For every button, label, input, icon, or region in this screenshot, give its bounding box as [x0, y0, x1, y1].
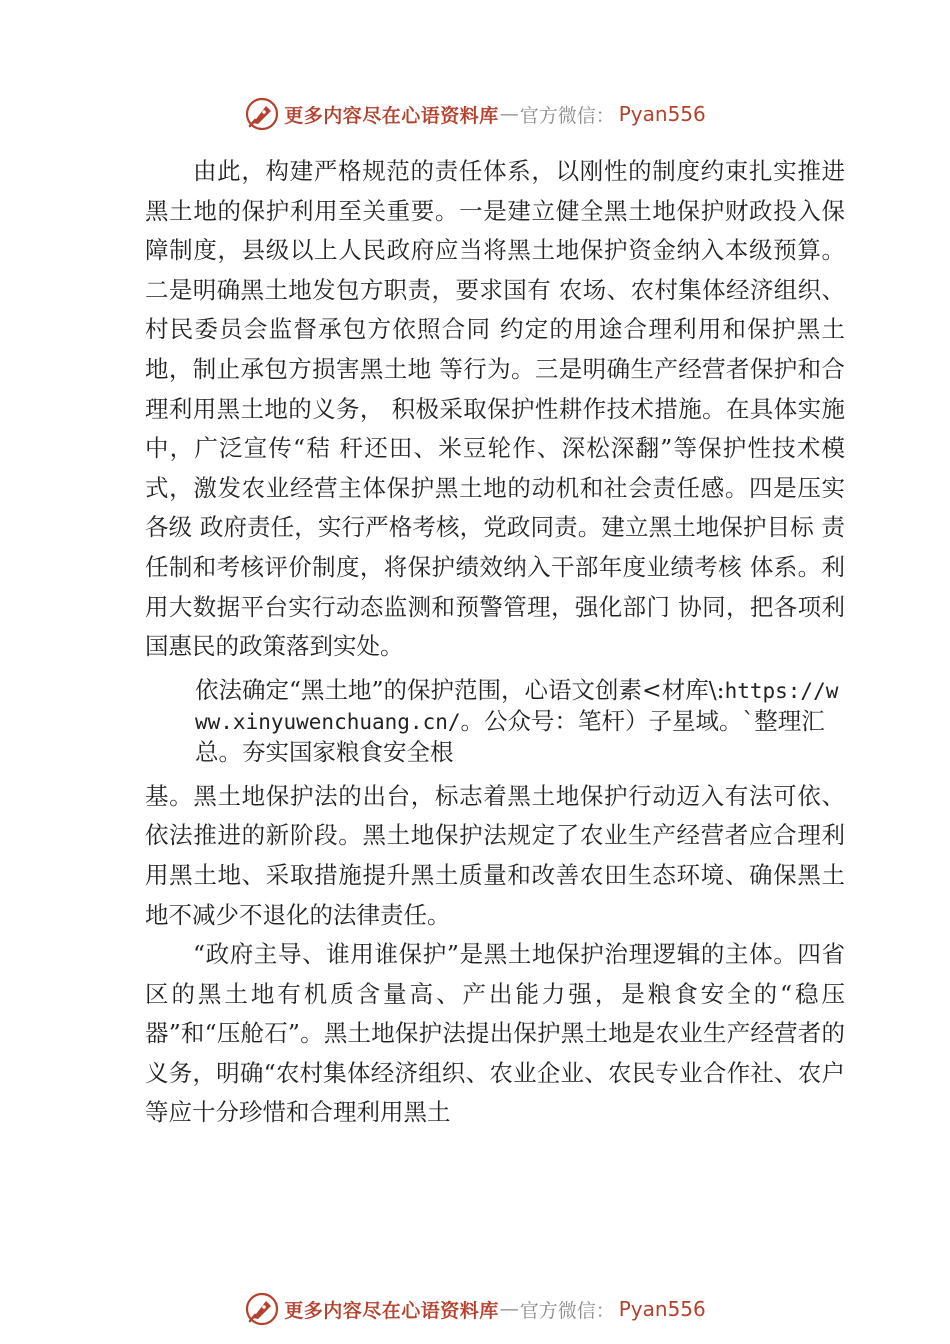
brand-text: 更多内容尽在心语资料库	[284, 104, 499, 127]
source-note-a: 依法确定“黑土地”的保护范围，心语文创素<材库\:	[195, 675, 725, 704]
document-body	[145, 152, 845, 1133]
source-note	[195, 675, 845, 767]
footer-banner	[0, 1289, 950, 1329]
source-url: https://www.xinyuwenchuang.cn/	[195, 678, 839, 734]
wechat-label: 官方微信：	[519, 104, 615, 127]
header-banner	[0, 94, 950, 134]
footer-wechat-label: 官方微信：	[519, 1299, 615, 1322]
paragraph-2: 基。黑土地保护法的出台，标志着黑土地保护行动迈入有法可依、依法推进的新阶段。黑土地保护法规定了农业生产经营者应合理利用黑土地、采取措施提升黑土质量和改善农田生态环境、确保黑土地不减少不退化的法律责任。	[145, 781, 845, 929]
pen-nib-icon	[244, 96, 280, 132]
footer-brand-text: 更多内容尽在心语资料库	[284, 1299, 499, 1322]
footer-wechat-id: Pyan556	[618, 1297, 706, 1321]
wechat-id: Pyan556	[618, 102, 706, 126]
paragraph-3: “政府主导、谁用谁保护”是黑土地保护治理逻辑的主体。四省区的黑土地有机质含量高、产出能力强，是粮食安全的“稳压器”和“压舱石”。黑土地保护法提出保护黑土地是农业生产经营者的义务，明确“农村集体经济组织、农业企业、农民专业合作社、农户等应十分珍惜和合理利用黑土	[145, 940, 845, 1127]
source-note-b: 。公众号：笔杆）子星域。`整理汇总。夯实国家粮食安全根	[195, 706, 825, 766]
pen-nib-icon	[244, 1291, 280, 1327]
separator: —	[499, 103, 519, 125]
footer-separator: —	[499, 1298, 519, 1320]
paragraph-1: 由此，构建严格规范的责任体系，以刚性的制度约束扎实推进黑土地的保护利用至关重要。一是建立健全黑土地保护财政投入保障制度，县级以上人民政府应当将黑土地保护资金纳入本级预算。二是明确黑土地发包方职责，要求国有 农场、农村集体经济组织、村民委员会监督承包方依照合同 约定的用途合理利用和保护黑土地，制止承包方损害黑土地 等行为。三是明确生产经营者保护和合理利用黑土地的义务， 积极采取保护性耕作技术措施。在具体实施中，广泛宣传“秸 秆还田、米豆轮作、深松深翻”等保护性技术模式，激发农业经营主体保护黑土地的动机和社会责任感。四是压实各级 政府责任，实行严格考核，党政同责。建立黑土地保护目标 责任制和考核评价制度，将保护绩效纳入干部年度业绩考核 体系。利用大数据平台实行动态监测和预警管理，强化部门 协同，把各项利国惠民的政策落到实处。	[145, 157, 845, 661]
